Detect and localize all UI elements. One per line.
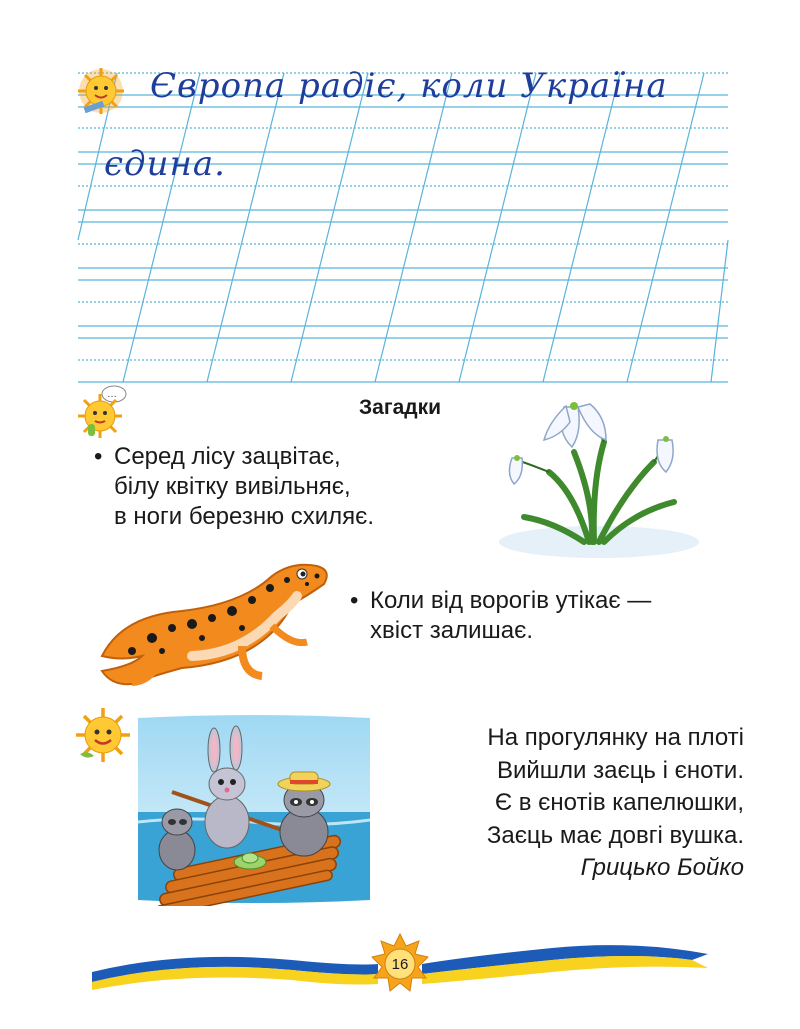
riddle-2-line: хвіст залишає. — [370, 617, 534, 644]
poem-line: Заєць має довгі вушка. — [486, 821, 744, 849]
handwriting-line-1: Європа радіє, коли Україна — [150, 66, 668, 106]
poem-line: Вийшли заєць і єноти. — [496, 756, 744, 784]
ruled-writing-area — [0, 0, 800, 390]
sun-pencil-icon — [76, 66, 126, 116]
riddle-1 — [94, 442, 375, 532]
riddle-2 — [350, 586, 652, 646]
poem-author: Грицько Бойко — [580, 854, 744, 881]
riddle-1-line: Серед лісу зацвітає, — [114, 443, 341, 470]
svg-text:…: … — [107, 389, 117, 400]
riddles-title: Загадки — [358, 396, 441, 419]
handwriting-line-2: єдина. — [104, 144, 226, 184]
bullet: • — [350, 587, 359, 614]
page-number: 16 — [391, 956, 409, 973]
lizard-illustration — [92, 556, 338, 690]
ribbon-footer — [92, 930, 708, 998]
riddle-1-line: білу квітку вивільняє, — [114, 473, 351, 500]
raft-illustration — [132, 712, 376, 906]
riddle-2-line: Коли від ворогів утікає — — [370, 587, 652, 614]
bullet: • — [94, 443, 103, 470]
snowdrop-illustration — [494, 392, 704, 560]
page-number-badge — [372, 934, 428, 991]
poem-line: На прогулянку на плоті — [487, 724, 744, 751]
poem — [487, 722, 744, 885]
riddle-1-line: в ноги березню схиляє. — [114, 503, 375, 530]
sun-smile-icon — [74, 706, 132, 764]
poem-line: Є в єнотів капелюшки, — [494, 789, 744, 816]
